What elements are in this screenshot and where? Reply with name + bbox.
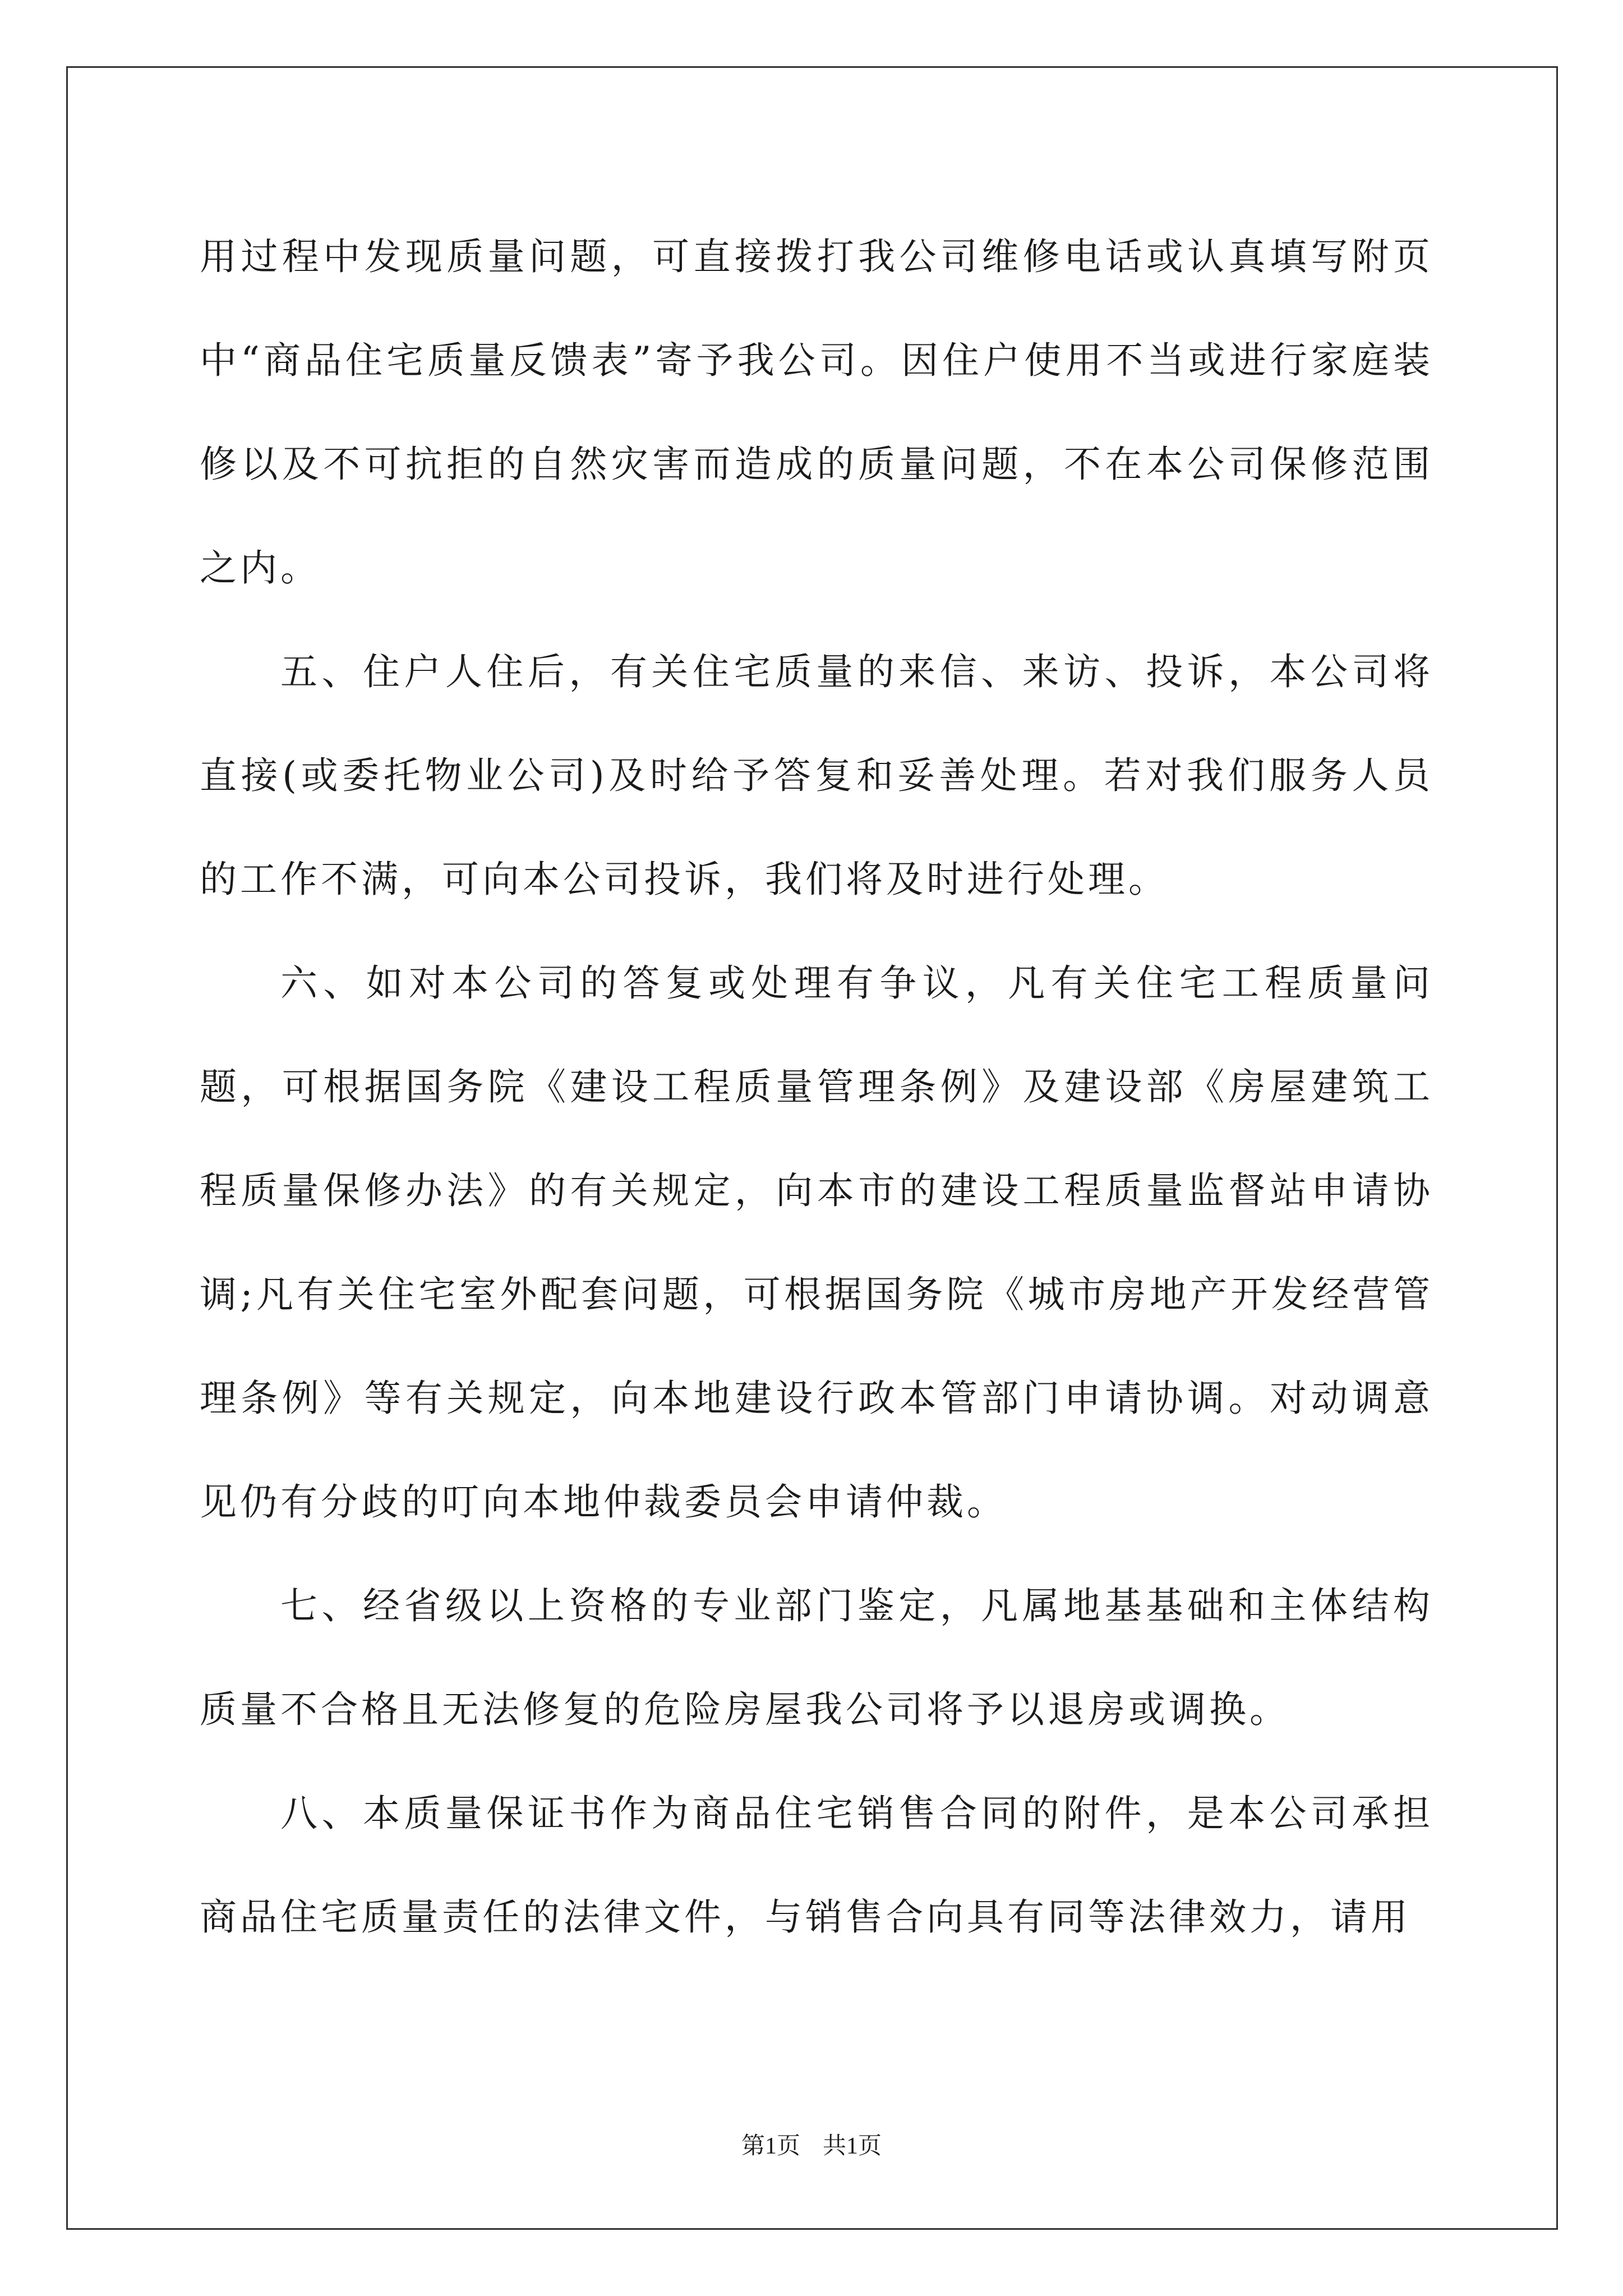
paragraph-3: 六、如对本公司的答复或处理有争议，凡有关住宅工程质量问题，可根据国务院《建设工程质量管理条例》及建设部《房屋建筑工程质量保修办法》的有关规定，向本市的建设工程质量监督站申请协调;凡有关住宅室外配套问题，可根据国务院《城市房地产开发经营管理条例》等有关规定，向本地建设行政本管部门申请协调。对动调意见仍有分歧的叮向本地仲裁委员会申请仲裁。 [200,961,1433,1524]
page-footer [0,2129,1623,2163]
paragraph-4: 七、经省级以上资格的专业部门鉴定，凡属地基基础和主体结构质量不合格且无法修复的危险房屋我公司将予以退房或调换。 [200,1584,1433,1731]
document-body [200,205,1433,1969]
paragraph-5: 八、本质量保证书作为商品住宅销售合同的附件，是本公司承担商品住宅质量责任的法律文件，与销售合向具有同等法律效力，请用 [200,1792,1433,1939]
page-number-current: 第1页 [741,2133,800,2159]
paragraph-2: 五、住户人住后，有关住宅质量的来信、来访、投诉，本公司将直接(或委托物业公司)及时给予答复和妥善处理。若对我们服务人员的工作不满，可向本公司投诉，我们将及时进行处理。 [200,650,1433,901]
paragraph-1: 用过程中发现质量问题，可直接拨打我公司维修电话或认真填写附页中“商品住宅质量反馈表”寄予我公司。因住户使用不当或进行家庭装修以及不可抗拒的自然灾害而造成的质量问题，不在本公司保修范围之内。 [200,235,1433,590]
page-number-total: 共1页 [823,2133,882,2159]
